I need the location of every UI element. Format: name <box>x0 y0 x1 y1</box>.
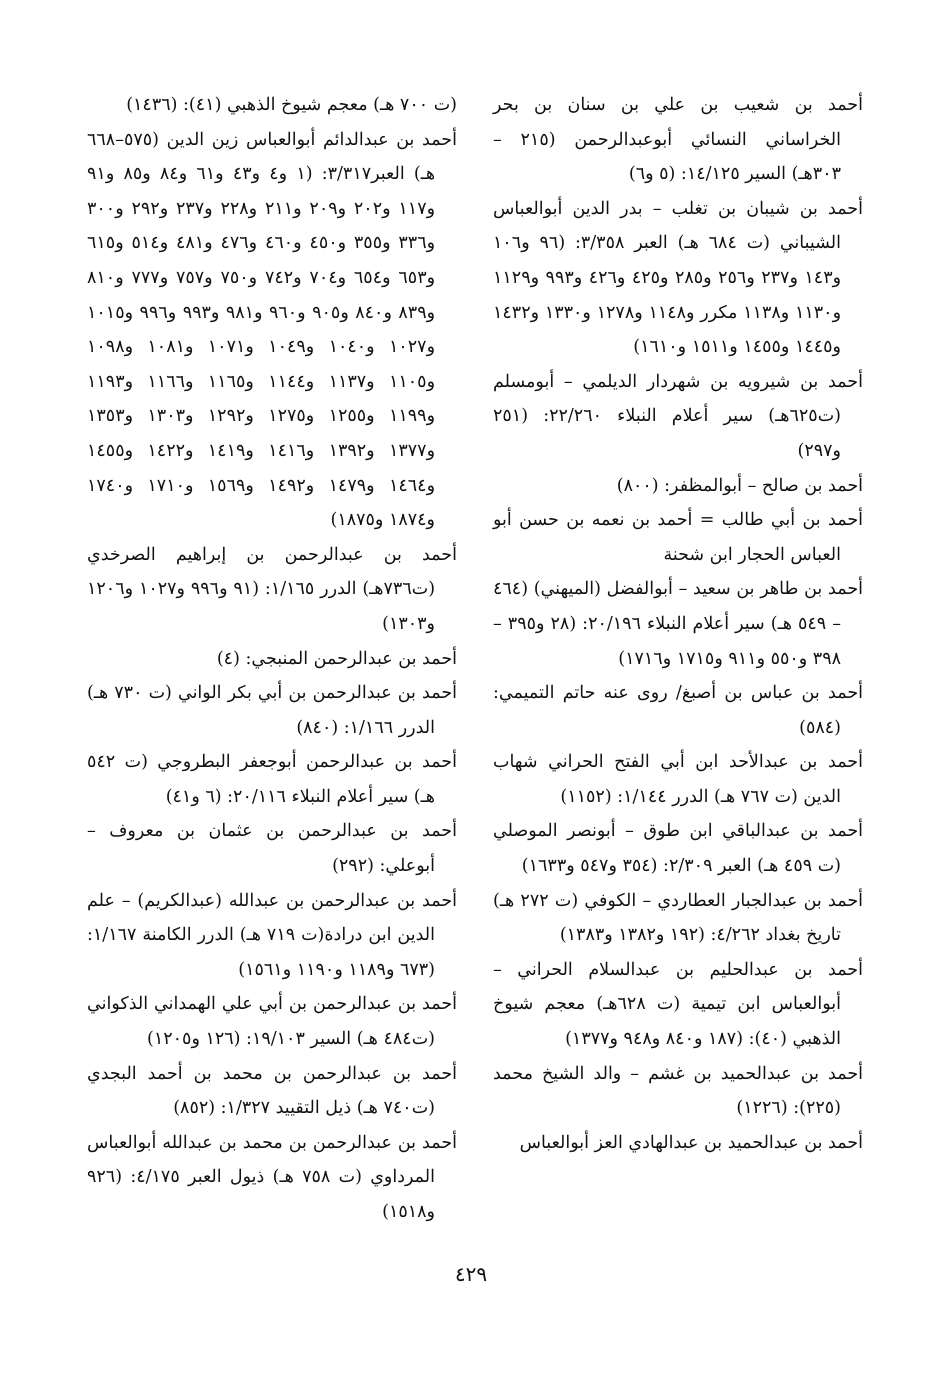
index-entry: أحمد بن عبدالرحمن بن أبي علي الهمداني الذكواني (ت٤٨٤ هـ) السير ١٩/١٠٣: (١٢٦ و١٢٠٥) <box>87 994 457 1050</box>
index-entry: (ت ٧٠٠ هـ) معجم شيوخ الذهبي (٤١): (١٤٣٦) <box>126 95 457 115</box>
index-entry: أحمد بن عبدالحليم بن عبدالسلام الحراني – أبوالعباس ابن تيمية (ت ٦٢٨هـ) معجم شيوخ الذهبي (٤٠): (١٨٧ و٨٤٠ و٩٤٨ و١٣٧٧) <box>493 959 863 1050</box>
index-entry: أحمد بن شعيب بن علي بن سنان بن بحر الخراساني النسائي أبوعبدالرحمن (٢١٥ – ٣٠٣هـ) السير ١٤/١٢٥: (٥ و٦) <box>493 95 863 185</box>
index-entry: أحمد بن عبدالأحد ابن أبي الفتح الحراني شهاب الدين (ت ٧٦٧ هـ) الدرر ١/١٤٤: (١١٥٢) <box>493 752 863 807</box>
index-entry: أحمد بن عبدالرحمن بن عبدالله (عبدالكريم) – علم الدين ابن درادة(ت ٧١٩ هـ) الدرر الكامنة ١/١٦٧: (٦٧٣ و١١٨٩ و١١٩٠ و١٥٦١) <box>87 890 457 980</box>
index-entry: أحمد بن عبدالرحمن بن أبي بكر الواني (ت ٧٣٠ هـ) الدرر ١/١٦٦: (٨٤٠) <box>87 683 457 738</box>
index-entry: أحمد بن عبدالدائم أبوالعباس زين الدين (٥٧٥–٦٦٨ هـ) العبر٣/٣١٧: (١ و٤ و٤٣ و٦١ و٨٤ و٨٥ و٩١ و١١٧ و٢٠٢ و٢٠٩ و٢١١ و٢٢٨ و٢٣٧ و٢٩٢ و٣٠٠ و٣٣٦ و٣٥٥ و٤٥٠ و٤٦٠ و٤٧٦ و٤٨١ و٥١٤ و٦١٥ و٦٥٣ و٦٥٤ و٧٠٤ و٧٤٢ و٧٥٠ و٧٥٧ و٧٧٧ و٨١٠ و٨٣٩ و٨٤٠ و٩٠٥ و٩٦٠ و٩٨١ و٩٩٣ و٩٩٦ و١٠١٥ و١٠٢٧ و١٠٤٠ و١٠٤٩ و١٠٧١ و١٠٨١ و١٠٩٨ و١١٠٥ و١١٣٧ و١١٤٤ و١١٦٥ و١١٦٦ و١١٩٣ و١١٩٩ و١٢٥٥ و١٢٧٥ و١٢٩٢ و١٣٠٣ و١٣٥٣ و١٣٧٧ و١٣٩٢ و١٤١٦ و١٤١٩ و١٤٢٢ و١٤٥٥ و١٤٦٤ و١٤٧٩ و١٤٩٢ و١٥٦٩ و١٧١٠ و١٧٤٠ و١٨٧٤ و١٨٧٥) <box>87 129 457 531</box>
page-number: ٤٢٩ <box>454 1262 488 1286</box>
index-entry: أحمد بن عبدالرحمن المنبجي: (٤) <box>216 648 457 669</box>
left-column <box>87 88 457 1230</box>
index-entry: أحمد بن عبدالرحمن بن إبراهيم الصرخدي (ت٧٣٦هـ) الدرر ١/١٦٥: (٩١ و٩٩٦ و١٠٢٧ و١٢٠٦ و١٣٠٣) <box>87 544 457 634</box>
index-entry: أحمد بن عبدالرحمن بن عثمان بن معروف – أبوعلي: (٢٩٢) <box>87 821 457 877</box>
index-entry: أحمد بن عبدالحميد بن غشم – والد الشيخ محمد (٢٢٥): (١٢٢٦) <box>493 1063 863 1119</box>
right-column <box>493 88 863 1160</box>
index-entry: أحمد بن عباس بن أصبغ/ روى عنه حاتم التميمي: (٥٨٤) <box>493 683 863 738</box>
index-entry: أحمد بن شيرويه بن شهردار الديلمي – أبومسلم (ت٦٢٥هـ) سير أعلام النبلاء ٢٢/٢٦٠: (٢٥١ و٢٩٧) <box>493 371 863 461</box>
index-entry: أحمد بن عبدالجبار العطاردي – الكوفي (ت ٢٧٢ هـ) تاريخ بغداد ٤/٢٦٢: (١٩٢ و١٣٨٢ و١٣٨٣) <box>493 890 864 946</box>
index-entry: أحمد بن عبدالباقي ابن طوق – أبونصر الموصلي (ت ٤٥٩ هـ) العبر ٢/٣٠٩: (٣٥٤ و٥٤٧ و١٦٣٣) <box>493 821 863 877</box>
index-entry: أحمد بن عبدالحميد بن عبدالهادي العز أبوالعباس <box>519 1132 863 1153</box>
index-entry: أحمد بن عبدالرحمن بن محمد بن أحمد البجدي (ت٧٤٠ هـ) ذيل التقييد ١/٣٢٧: (٨٥٢) <box>87 1063 457 1119</box>
index-entry: أحمد بن شيبان بن تغلب – بدر الدين أبوالعباس الشيباني (ت ٦٨٤ هـ) العبر ٣/٣٥٨: (٩٦ و١٠٦ و١٤٣ و٢٣٧ و٢٥٦ و٢٨٥ و٤٢٥ و٤٢٦ و٩٩٣ و١١٢٩ و١١٣٠ و١١٣٨ مكرر و١١٤٨ و١٢٧٨ و١٣٣٠ و١٤٣٢ و١٤٤٥ و١٤٥٥ و١٥١١ و١٦١٠) <box>493 198 863 358</box>
index-entry: أحمد بن أبي طالب = أحمد بن نعمه بن حسن أبو العباس الحجار ابن شحنة <box>493 510 863 565</box>
index-entry: أحمد بن صالح – أبوالمظفر: (٨٠٠) <box>616 475 863 496</box>
index-entry: أحمد بن عبدالرحمن أبوجعفر البطروجي (ت ٥٤٢ هـ) سير أعلام النبلاء ٢٠/١١٦: (٦ و٤١) <box>87 752 457 807</box>
index-entry: أحمد بن عبدالرحمن بن محمد بن عبدالله أبوالعباس المرداوي (ت ٧٥٨ هـ) ذيول العبر ٤/١٧٥: (٩٢٦ و١٥١٨) <box>87 1132 457 1222</box>
index-entry: أحمد بن طاهر بن سعيد – أبوالفضل (الميهني) (٤٦٤ – ٥٤٩ هـ) سير أعلام النبلاء ٢٠/١٩٦: (٢٨ و٣٩٥ – ٣٩٨ و٥٥٠ و٩١١ و١٧١٥ و١٧١٦) <box>493 579 863 669</box>
